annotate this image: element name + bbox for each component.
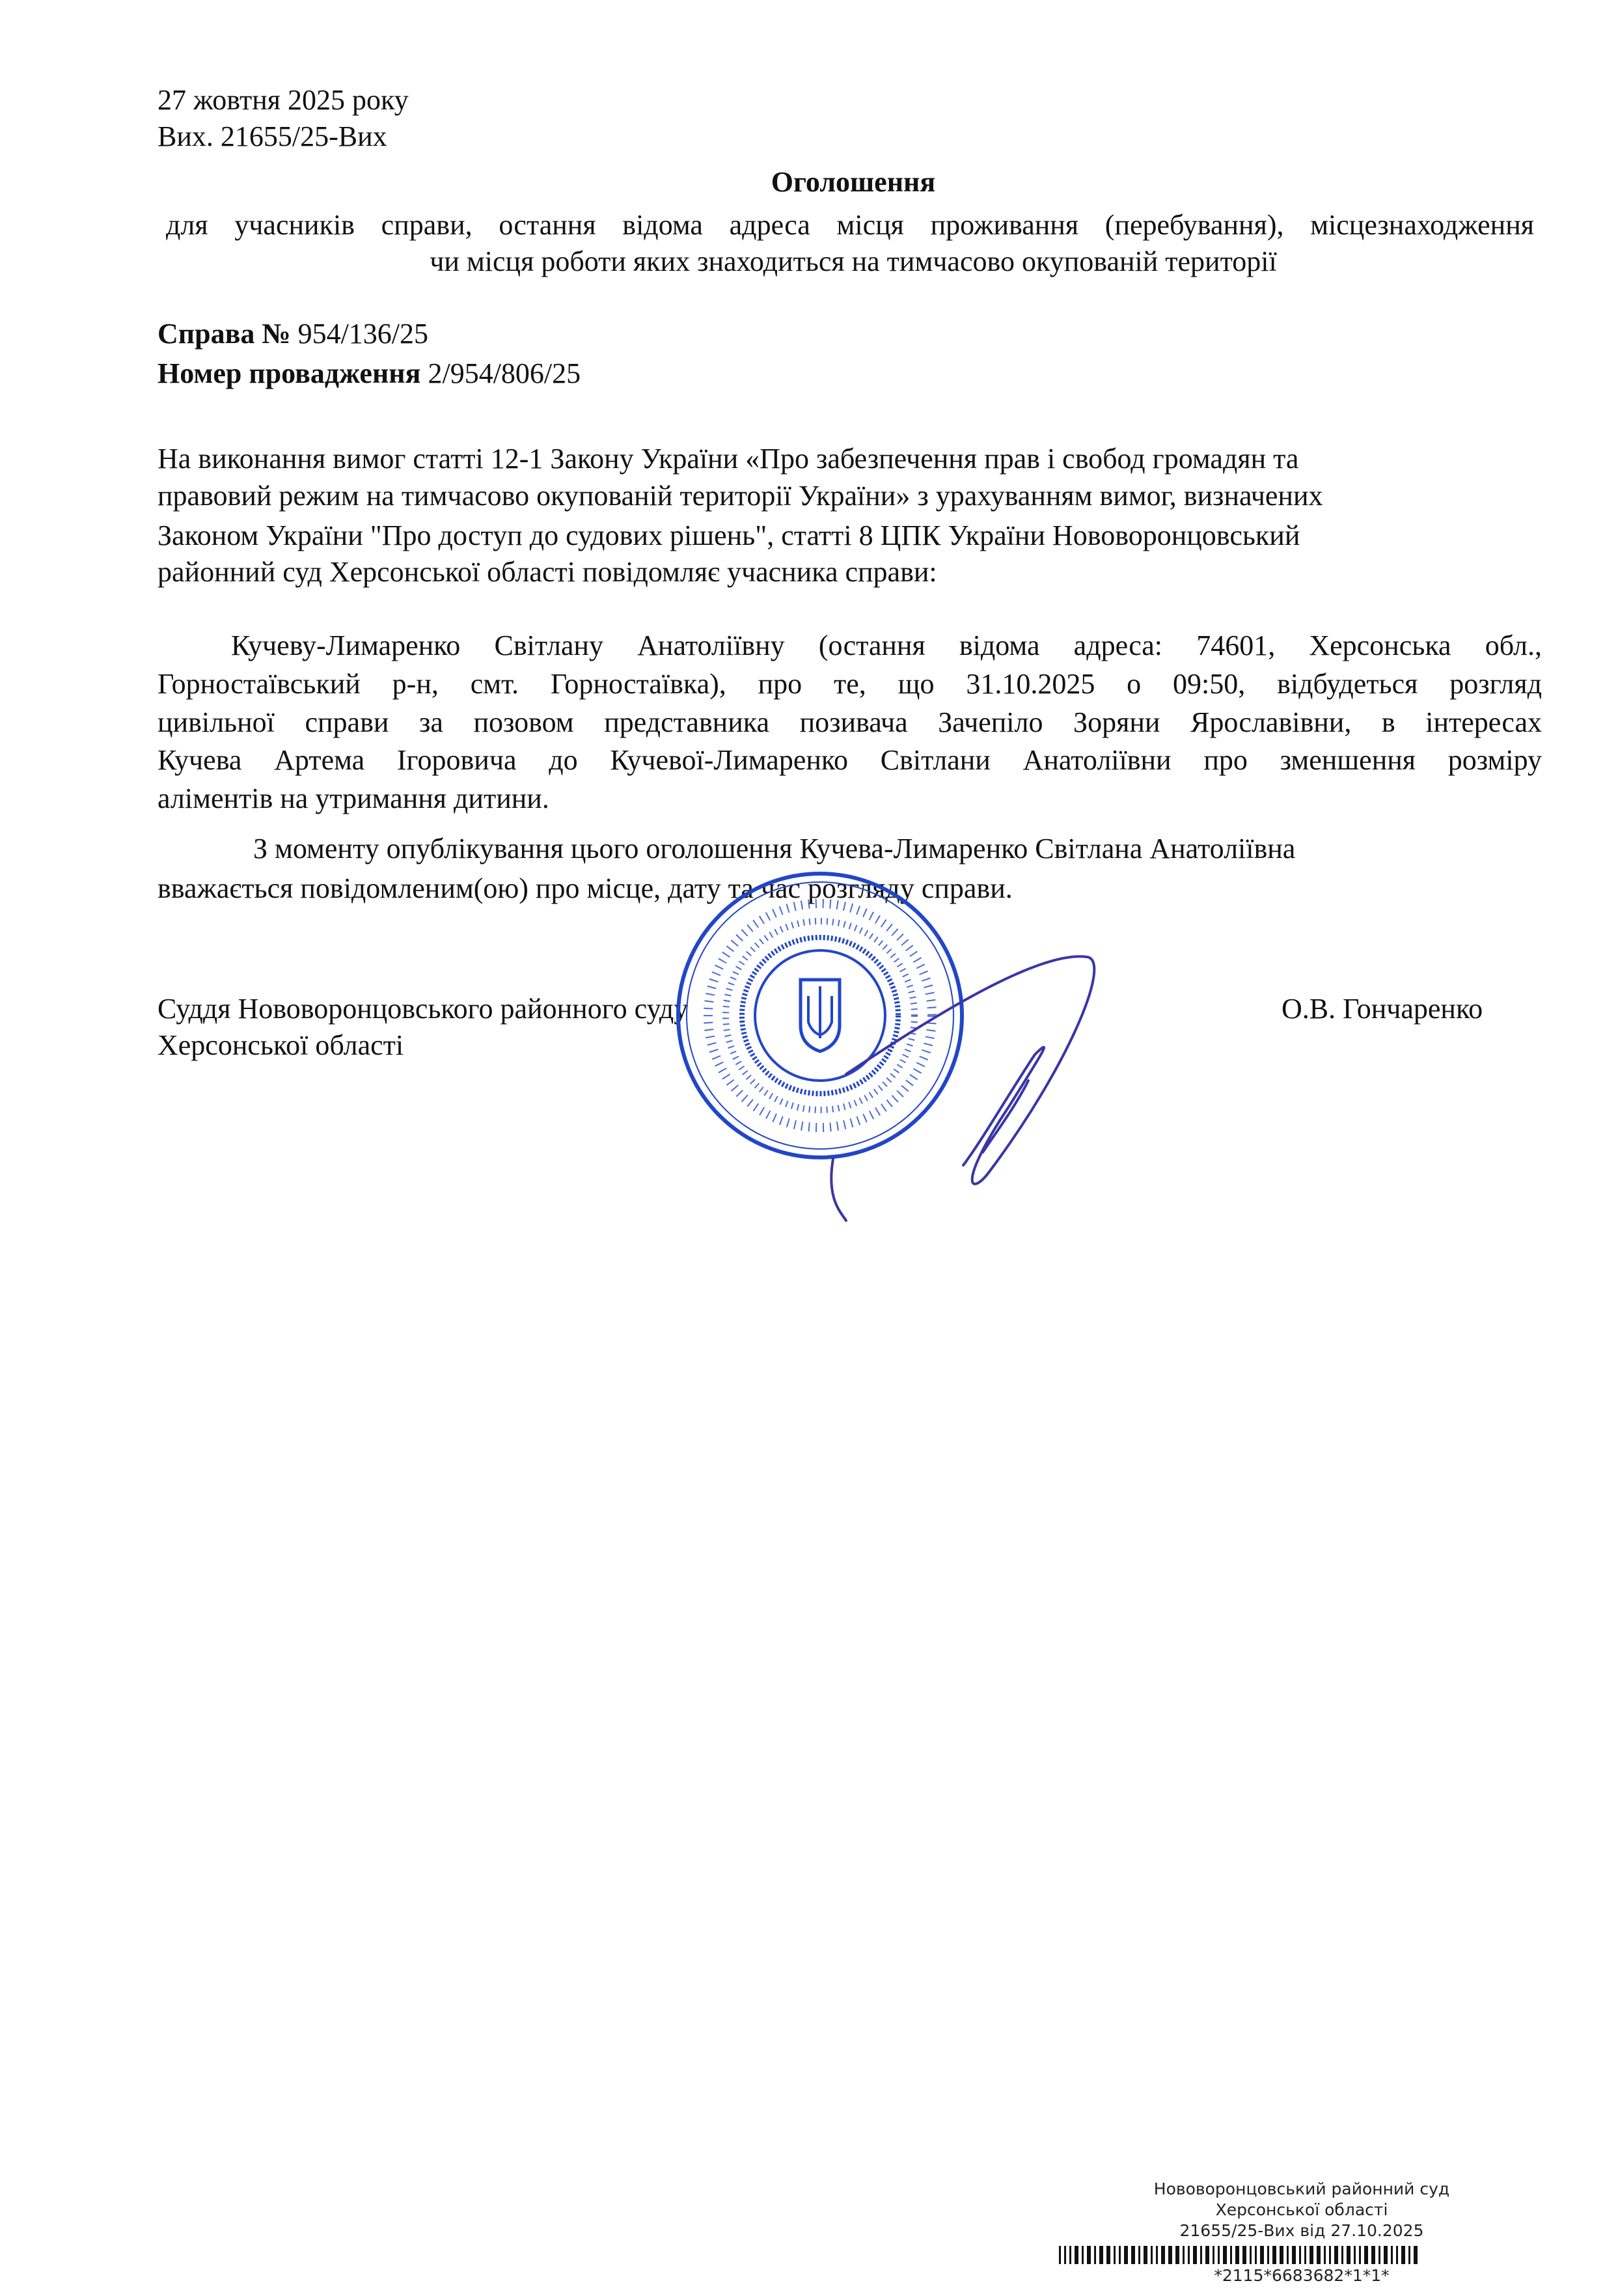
barcode-bar bbox=[1218, 2246, 1220, 2264]
barcode-bar bbox=[1396, 2246, 1398, 2264]
barcode-bar bbox=[1260, 2246, 1264, 2264]
barcode-bar bbox=[1359, 2246, 1361, 2264]
barcode-bar bbox=[1064, 2246, 1066, 2264]
paragraph1-line: правовий режим на тимчасово окупованій території України» з урахуванням вимог, визначених bbox=[158, 480, 1323, 512]
paragraph2-line: Кучеву-Лимаренко Світлану Анатоліївну (остання відома адреса: 74601, Херсонська обл., bbox=[231, 629, 1542, 661]
barcode-bar bbox=[1299, 2246, 1301, 2264]
judge-name: О.В. Гончаренко bbox=[1282, 993, 1483, 1025]
barcode-bar bbox=[1354, 2246, 1356, 2264]
barcode-bar bbox=[1317, 2246, 1321, 2264]
document-title: Оголошення bbox=[771, 166, 936, 198]
barcode-bar bbox=[1183, 2246, 1185, 2264]
barcode-bar bbox=[1408, 2246, 1410, 2264]
court-seal-stamp bbox=[670, 866, 970, 1165]
barcode-bar bbox=[1334, 2246, 1338, 2264]
barcode-bar bbox=[1119, 2246, 1121, 2264]
barcode-bar bbox=[1287, 2246, 1289, 2264]
paragraph2-line: Горностаївський р-н, смт. Горностаївка), про те, що 31.10.2025 о 09:50, відбудеться розгляд bbox=[158, 668, 1542, 700]
barcode-bar bbox=[1272, 2246, 1276, 2264]
barcode-bar bbox=[1371, 2246, 1375, 2264]
barcode-bar bbox=[1292, 2246, 1296, 2264]
barcode-bar bbox=[1255, 2246, 1257, 2264]
barcode-bar bbox=[1082, 2246, 1084, 2264]
barcode-bar bbox=[1235, 2246, 1239, 2264]
barcode-bar bbox=[1200, 2246, 1202, 2264]
barcode-bar bbox=[1106, 2246, 1110, 2264]
barcode-bar bbox=[1304, 2246, 1306, 2264]
barcode-bar bbox=[1280, 2246, 1283, 2264]
barcode-bar bbox=[1364, 2246, 1368, 2264]
barcode-bar bbox=[1059, 2246, 1061, 2264]
barcode-bar bbox=[1391, 2246, 1393, 2264]
barcode-bar bbox=[1223, 2246, 1227, 2264]
barcode-bar bbox=[1267, 2246, 1269, 2264]
subtitle-line-2: чи місця роботи яких знаходиться на тимчасово окупованій території bbox=[430, 245, 1277, 277]
judge-signature bbox=[748, 924, 1243, 1224]
paragraph2-line: цивільної справи за позовом представника позивача Зачепіло Зоряни Ярославівни, в інтересах bbox=[158, 706, 1542, 738]
proceeding-label: Номер провадження bbox=[158, 357, 421, 389]
barcode-bar bbox=[1230, 2246, 1232, 2264]
barcode-bar bbox=[1193, 2246, 1197, 2264]
registration-number-date: 21655/25-Вих від 27.10.2025 bbox=[1179, 2221, 1424, 2240]
barcode bbox=[1059, 2246, 1537, 2264]
registration-region: Херсонської області bbox=[1215, 2200, 1388, 2219]
barcode-bar bbox=[1213, 2246, 1214, 2264]
barcode-bar bbox=[1384, 2246, 1388, 2264]
barcode-bar bbox=[1168, 2246, 1172, 2264]
paragraph1-line: Законом України "Про доступ до судових рішень", статті 8 ЦПК України Нововоронцовський bbox=[158, 519, 1300, 551]
outgoing-number: Вих. 21655/25-Вих bbox=[158, 120, 387, 152]
barcode-bar bbox=[1138, 2246, 1140, 2264]
paragraph1-line: районний суд Херсонської області повідомляє учасника справи: bbox=[158, 556, 937, 588]
document-date: 27 жовтня 2025 року bbox=[158, 84, 409, 116]
barcode-bar bbox=[1347, 2246, 1351, 2264]
paragraph2-line: Кучева Артема Ігоровича до Кучевої-Лимаренко Світлани Анатоліївни про зменшення розміру bbox=[158, 744, 1542, 776]
paragraph2-line: аліментів на утримання дитини. bbox=[158, 782, 549, 814]
barcode-bar bbox=[1131, 2246, 1135, 2264]
proceeding-value: 2/954/806/25 bbox=[428, 357, 581, 389]
barcode-bar bbox=[1099, 2246, 1103, 2264]
judge-position-line-2: Херсонської області bbox=[158, 1029, 404, 1061]
barcode-bar bbox=[1324, 2246, 1326, 2264]
barcode-bar bbox=[1188, 2246, 1190, 2264]
barcode-bar bbox=[1205, 2246, 1209, 2264]
case-label: Справа № bbox=[158, 318, 291, 350]
paragraph3-line: вважається повідомленим(ою) про місце, дату та час розгляду справи. bbox=[158, 872, 1013, 904]
barcode-bar bbox=[1250, 2246, 1252, 2264]
proceeding-number bbox=[158, 357, 581, 391]
barcode-bar bbox=[1175, 2246, 1179, 2264]
barcode-bar bbox=[1341, 2246, 1343, 2264]
barcode-bar bbox=[1087, 2246, 1091, 2264]
barcode-bar bbox=[1378, 2246, 1380, 2264]
judge-position-line-1: Суддя Нововоронцовського районного суду bbox=[158, 993, 689, 1025]
paragraph3-line: З моменту опублікування цього оголошення Кучева-Лимаренко Світлана Анатоліївна bbox=[253, 833, 1296, 864]
paragraph1-line: На виконання вимог статті 12-1 Закону України «Про забезпечення прав і свобод громадян та bbox=[158, 443, 1299, 475]
barcode-bar bbox=[1242, 2246, 1246, 2264]
subtitle-line-1: для учасників справи, остання відома адреса місця проживання (перебування), місцезнаходження bbox=[166, 209, 1534, 241]
registration-court-name: Нововоронцовський районний суд bbox=[1153, 2179, 1450, 2198]
barcode-bar bbox=[1156, 2246, 1158, 2264]
barcode-bar bbox=[1075, 2246, 1078, 2264]
barcode-bar bbox=[1414, 2246, 1418, 2264]
barcode-bar bbox=[1309, 2246, 1313, 2264]
barcode-bar bbox=[1144, 2246, 1147, 2264]
case-value: 954/136/25 bbox=[297, 318, 429, 350]
barcode-bar bbox=[1094, 2246, 1096, 2264]
barcode-bar bbox=[1151, 2246, 1153, 2264]
barcode-bar bbox=[1401, 2246, 1405, 2264]
barcode-bar bbox=[1114, 2246, 1116, 2264]
barcode-bar bbox=[1161, 2246, 1165, 2264]
barcode-bar bbox=[1124, 2246, 1128, 2264]
barcode-text: *2115*6683682*1*1* bbox=[1214, 2266, 1390, 2285]
barcode-bar bbox=[1069, 2246, 1071, 2264]
barcode-bar bbox=[1329, 2246, 1331, 2264]
case-number bbox=[158, 317, 428, 351]
